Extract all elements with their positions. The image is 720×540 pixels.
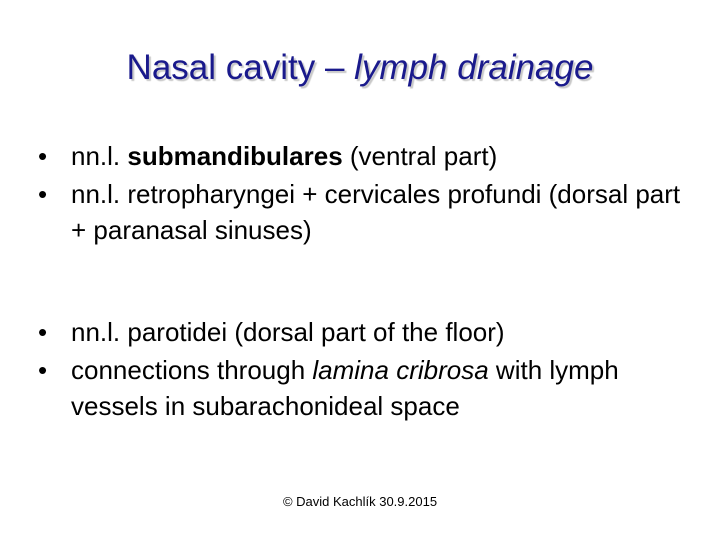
footer-copyright: © David Kachlík 30.9.2015 — [282, 494, 438, 509]
bullet-icon: • — [38, 179, 48, 209]
list-item — [38, 314, 698, 350]
item-bold-term: submandibulares — [127, 141, 343, 171]
title-main: Nasal cavity – — [126, 48, 355, 87]
list-item — [38, 352, 698, 424]
list-item — [38, 138, 698, 174]
slide-title — [0, 46, 720, 90]
item-prefix: connections through — [71, 355, 313, 385]
list-item — [38, 176, 698, 248]
title-italic: lymph drainage — [354, 48, 594, 87]
bullet-icon: • — [38, 317, 48, 347]
bullet-icon: • — [38, 355, 48, 385]
bullet-list-2 — [38, 314, 698, 426]
item-italic-term: lamina cribrosa — [312, 355, 489, 385]
item-text: nn.l. retropharyngei + cervicales profundi (dorsal part + paranasal sinuses) — [71, 179, 681, 245]
bullet-list-1 — [38, 138, 698, 250]
item-suffix: (ventral part) — [342, 141, 498, 171]
item-suffix: with lymph vessels in subarachonideal space — [71, 355, 619, 421]
bullet-icon: • — [38, 141, 48, 171]
item-text: nn.l. parotidei (dorsal part of the floor) — [71, 317, 505, 347]
item-prefix: nn.l. — [71, 141, 128, 171]
